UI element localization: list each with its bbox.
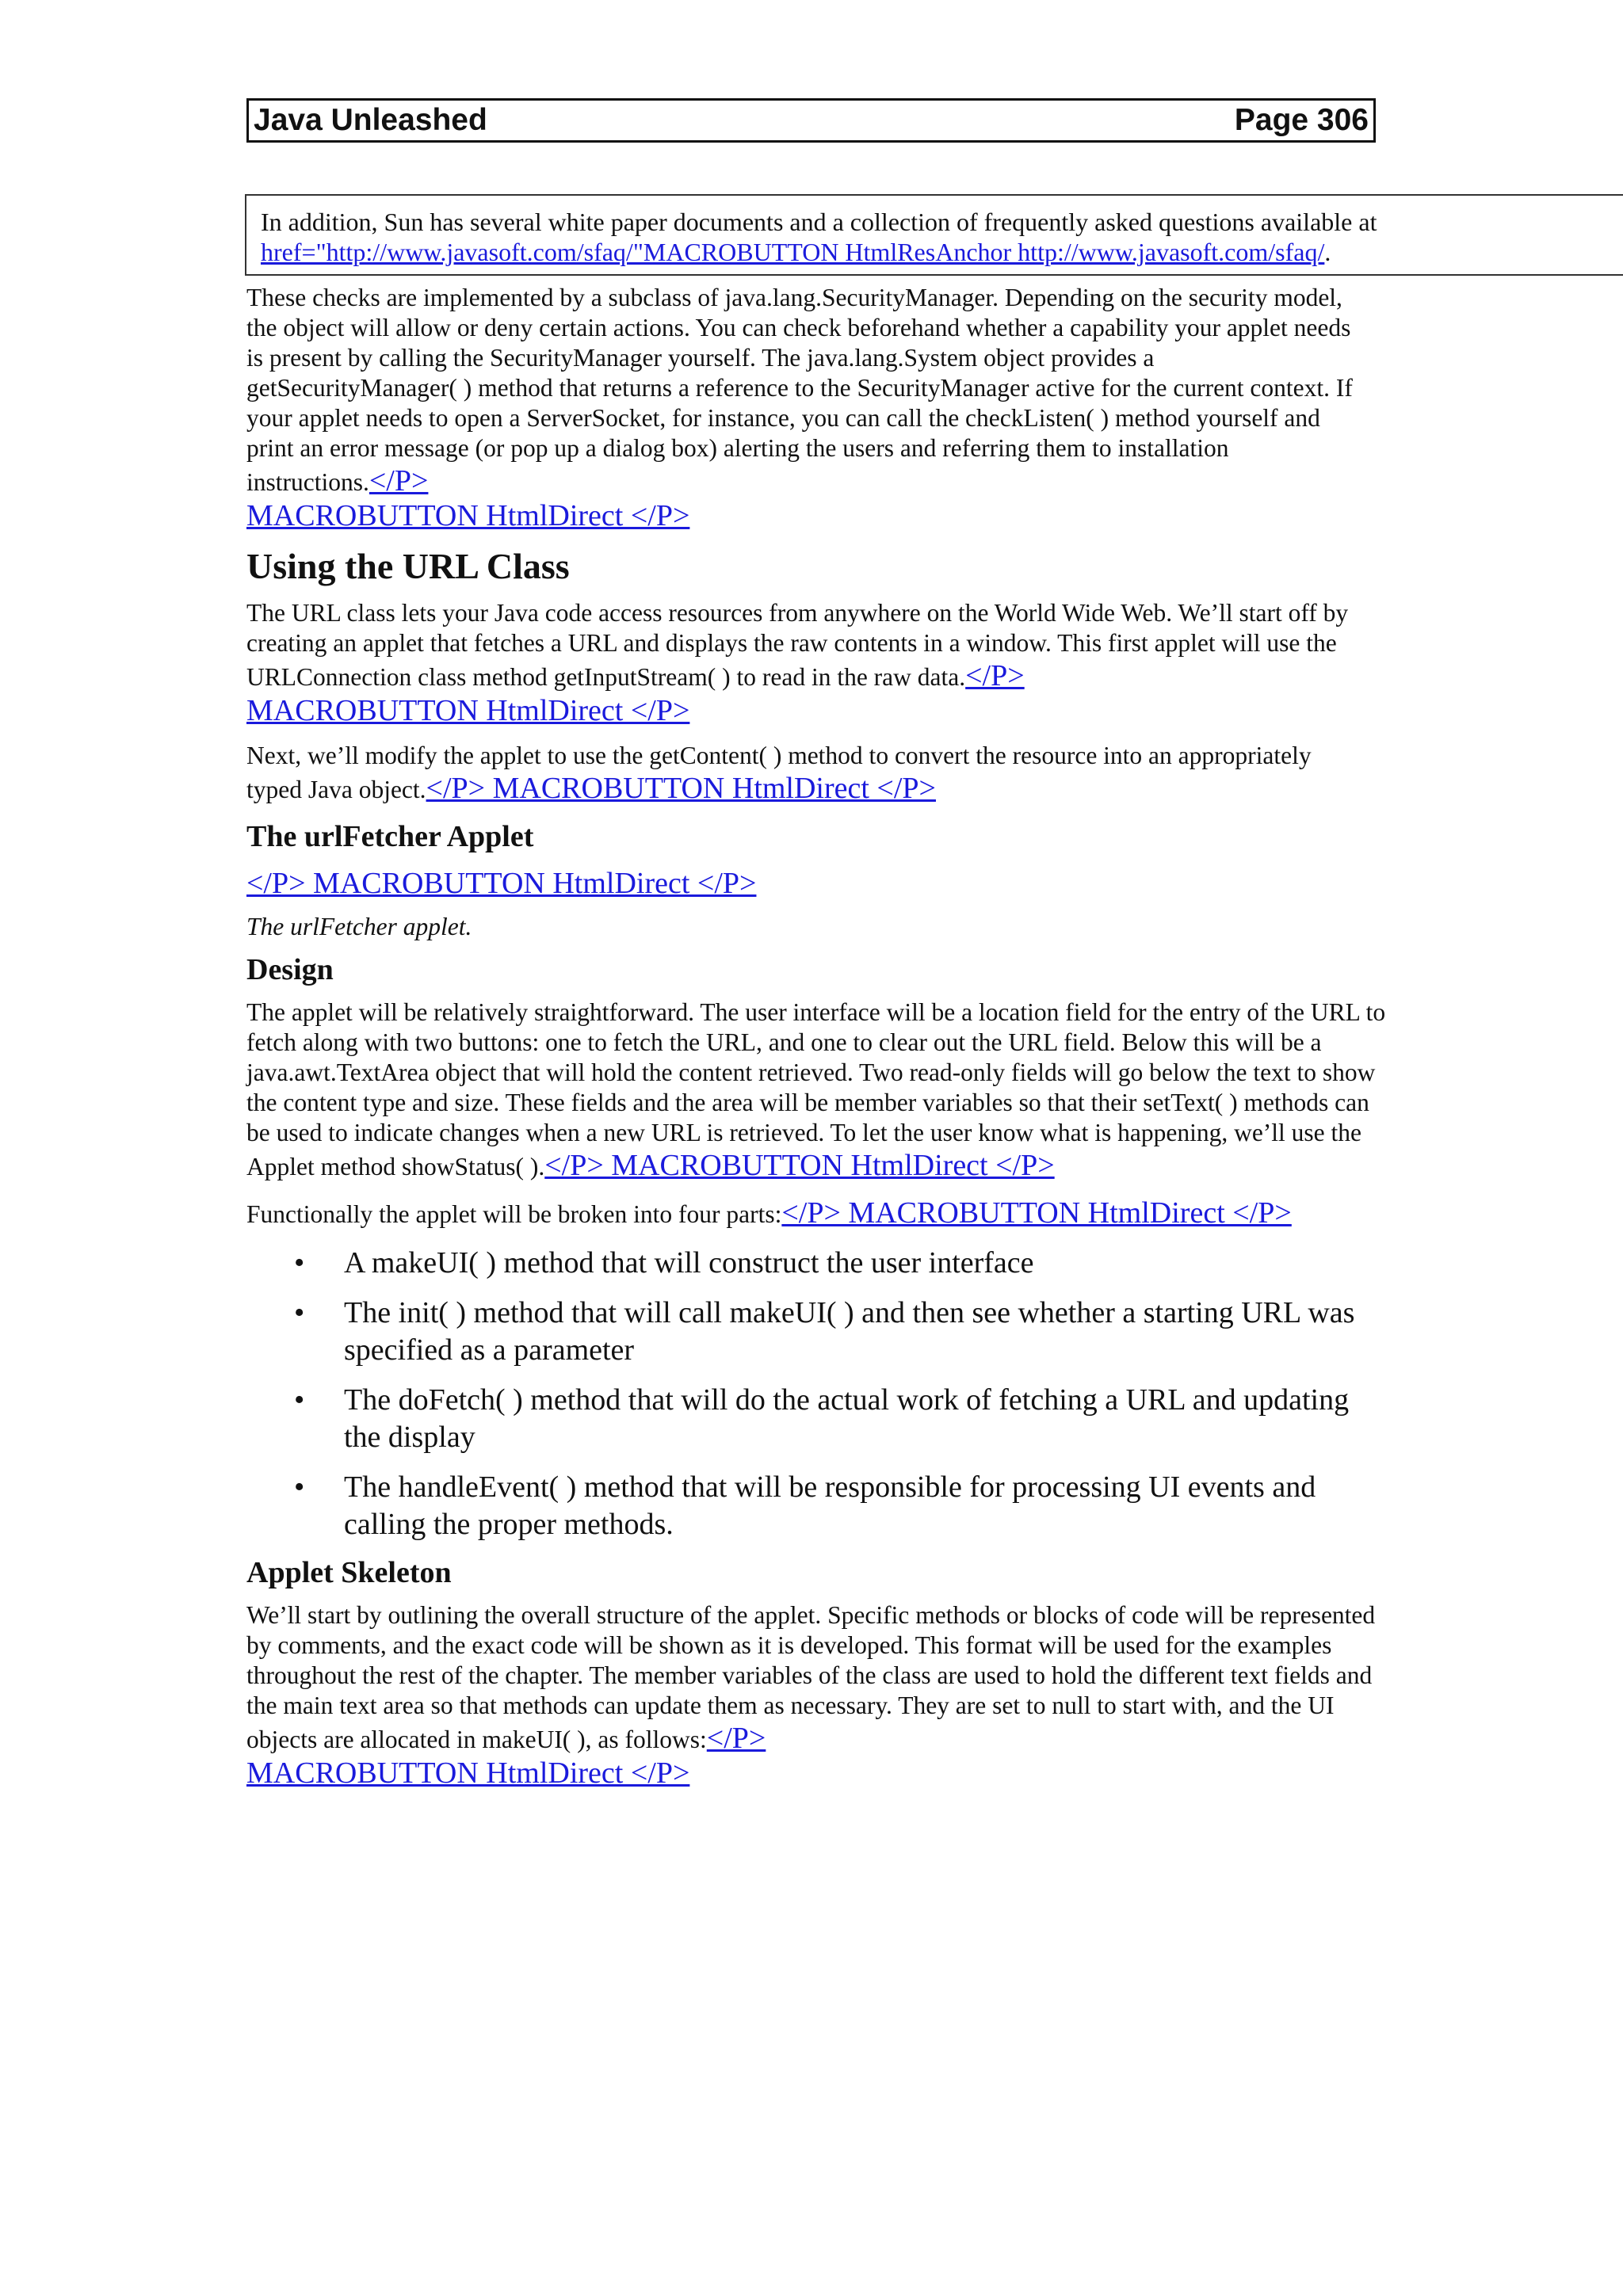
javasoft-sfaq-link[interactable]: href="http://www.javasoft.com/sfaq/"MACROBUTTON HtmlResAnchor http://www.javasoft.com/sfaq/: [261, 238, 1325, 266]
html-direct-link[interactable]: </P> MACROBUTTON HtmlDirect </P>: [426, 772, 936, 805]
paragraph-text: The URL class lets your Java code access resources from anywhere on the World Wide Web. We’ll start off by creating an applet that fetches a URL and displays the raw contents in a window. This first applet will use the URLConnection class method getInputStream( ) to read in the raw data.: [246, 599, 1349, 691]
list-item-text: The doFetch( ) method that will do the actual work of fetching a URL and updating the display: [344, 1383, 1350, 1454]
paragraph-four-parts: [246, 1196, 1356, 1230]
paragraph-getcontent: [246, 741, 1356, 806]
subsection-heading-urlfetcher: The urlFetcher Applet: [246, 820, 534, 853]
paragraph-skeleton: [246, 1600, 1388, 1791]
section-heading-url-class: Using the URL Class: [246, 546, 570, 586]
list-item-text: The handleEvent( ) method that will be responsible for processing UI events and calling the proper methods.: [344, 1470, 1316, 1541]
list-item: [246, 1382, 1356, 1456]
list-item: [246, 1469, 1356, 1543]
html-direct-link[interactable]: </P> MACROBUTTON HtmlDirect </P>: [246, 867, 757, 900]
html-direct-link[interactable]: </P>: [706, 1722, 766, 1755]
book-title: Java Unleashed: [254, 103, 487, 137]
paragraph-url-class: [246, 598, 1380, 728]
bullet-icon: •: [294, 1296, 305, 1329]
paragraph-text: We’ll start by outlining the overall structure of the applet. Specific methods or blocks of code will be represented by comments, and the exact code will be shown as it is developed. This format will be used for the examples throughout the rest of the chapter. The member variables of the class are used to hold the different text fields and the main text area so that methods can update them as necessary. They are set to null to start with, and the UI objects are allocated in makeUI( ), as follows:: [246, 1601, 1376, 1753]
bullet-icon: •: [294, 1383, 305, 1417]
html-direct-link[interactable]: </P> MACROBUTTON HtmlDirect </P>: [781, 1196, 1292, 1230]
bullet-icon: •: [294, 1246, 305, 1280]
bullet-icon: •: [294, 1470, 305, 1504]
html-direct-link[interactable]: </P> MACROBUTTON HtmlDirect </P>: [544, 1149, 1055, 1182]
paragraph-fetcher-link: [246, 866, 1388, 901]
note-end: .: [1324, 238, 1331, 266]
paragraph-text: Next, we’ll modify the applet to use the getContent( ) method to convert the resource into an appropriately typed Java object.: [246, 742, 1312, 803]
paragraph-text: The applet will be relatively straightforward. The user interface will be a location field for the entry of the URL to fetch along with two buttons: one to fetch the URL, and one to clear out the URL field. Below this will be a java.awt.TextArea object that will hold the content retrieved. Two read-only fields will go below the text to show the content type and size. These fields and the area will be member variables so that their setText( ) methods can be used to indicate changes when a new URL is retrieved. To let the user know what is happening, we’ll use the Applet method showStatus( ).: [246, 998, 1386, 1180]
list-item-text: A makeUI( ) method that will construct the user interface: [344, 1246, 1034, 1280]
note-text: In addition, Sun has several white paper documents and a collection of frequently asked questions available at: [261, 208, 1377, 236]
paragraph-text: These checks are implemented by a subclass of java.lang.SecurityManager. Depending on the security model, the object will allow or deny certain actions. You can check beforehand whether a capability your applet needs is present by calling the SecurityManager yourself. The java.lang.System object provides a getSecurityManager( ) method that returns a reference to the SecurityManager active for the current context. If your applet needs to open a ServerSocket, for instance, you can call the checkListen( ) method yourself and print an error message (or pop up a dialog box) alerting the users and referring them to installation instructions.: [246, 284, 1353, 496]
paragraph-design: [246, 997, 1388, 1183]
main-content: [246, 283, 1388, 1791]
subsection-heading-applet-skeleton: Applet Skeleton: [246, 1556, 452, 1589]
parts-list: [246, 1245, 1356, 1543]
figure-caption: The urlFetcher applet.: [246, 913, 472, 940]
subsection-heading-design: Design: [246, 953, 334, 986]
list-item: [246, 1245, 1356, 1282]
html-direct-link[interactable]: MACROBUTTON HtmlDirect </P>: [246, 499, 690, 532]
html-direct-link[interactable]: </P>: [369, 464, 429, 498]
page-header: [246, 98, 1376, 143]
html-direct-link[interactable]: </P>: [965, 659, 1025, 692]
note-box: [245, 194, 1623, 276]
paragraph-security-checks: [246, 283, 1356, 533]
html-direct-link[interactable]: MACROBUTTON HtmlDirect </P>: [246, 694, 690, 727]
list-item: [246, 1295, 1356, 1369]
page-number: Page 306: [1234, 103, 1369, 137]
paragraph-text: Functionally the applet will be broken into four parts:: [246, 1200, 782, 1228]
list-item-text: The init( ) method that will call makeUI( ) and then see whether a starting URL was specified as a parameter: [344, 1296, 1355, 1367]
html-direct-link[interactable]: MACROBUTTON HtmlDirect </P>: [246, 1756, 690, 1790]
